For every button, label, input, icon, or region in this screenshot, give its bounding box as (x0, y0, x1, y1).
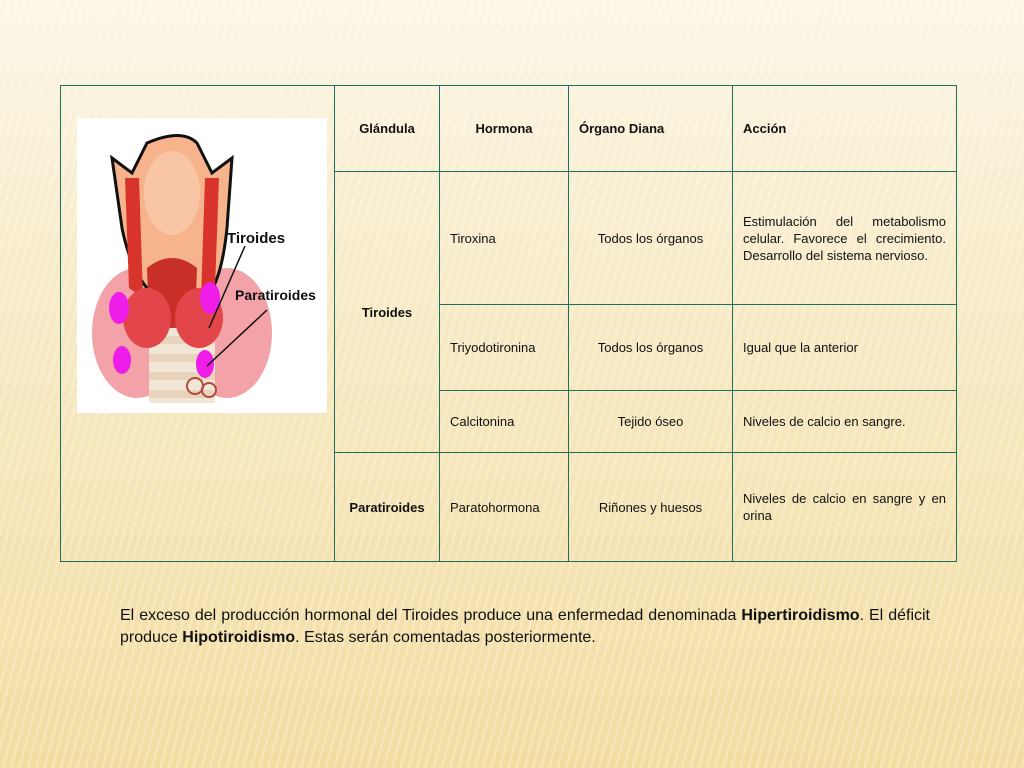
thyroid-label: Tiroides (227, 230, 286, 247)
target-organ-cell: Riñones y huesos (569, 453, 733, 562)
action-cell: Niveles de calcio en sangre. (733, 391, 957, 453)
caption-hipotiroidismo: Hipotiroidismo (182, 629, 296, 646)
target-organ-cell: Tejido óseo (569, 391, 733, 453)
hormone-cell: Triyodotironina (440, 305, 569, 391)
caption-text-3: . Estas serán comentadas posteriormente. (295, 629, 596, 646)
target-organ-cell: Todos los órganos (569, 172, 733, 305)
header-glandula: Glándula (335, 86, 440, 172)
caption-text-2: . El déficit produce (120, 607, 930, 646)
header-hormona: Hormona (440, 86, 569, 172)
action-cell: Estimulación del metabolismo celular. Favorece el crecimiento. Desarrollo del sistema nervioso. (733, 172, 957, 305)
slide-caption (120, 605, 930, 649)
hormone-cell: Calcitonina (440, 391, 569, 453)
hormone-cell: Tiroxina (440, 172, 569, 305)
gland-hormone-table (60, 85, 957, 562)
header-organo-diana: Órgano Diana (569, 86, 733, 172)
gland-cell-paratiroides: Paratiroides (335, 453, 440, 562)
gland-cell-tiroides: Tiroides (335, 172, 440, 453)
caption-hipertiroidismo: Hipertiroidismo (741, 607, 860, 624)
header-accion: Acción (733, 86, 957, 172)
image-cell (61, 86, 335, 562)
hormone-cell: Paratohormona (440, 453, 569, 562)
thyroid-illustration (77, 118, 327, 413)
target-organ-cell: Todos los órganos (569, 305, 733, 391)
caption-text-1: El exceso del producción hormonal del Tiroides produce una enfermedad denominada (120, 607, 742, 624)
parathyroid-label: Paratiroides (235, 287, 316, 303)
action-cell: Niveles de calcio en sangre y en orina (733, 453, 957, 562)
action-cell: Igual que la anterior (733, 305, 957, 391)
